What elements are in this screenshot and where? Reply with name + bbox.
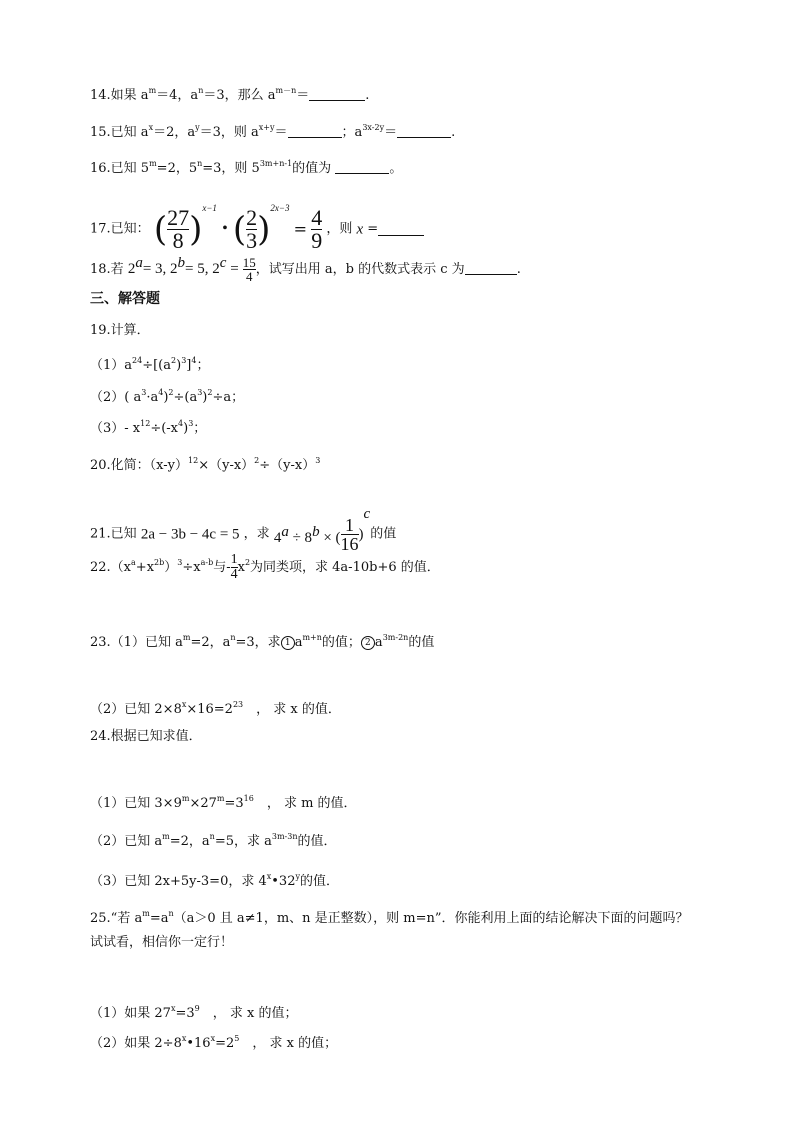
fraction-2-3: $\frac{2}{3}$	[246, 205, 258, 253]
question-24-part-3: （3）已知 2x+5y-3=0，求 4$^x$•32$^y$的值．	[90, 872, 340, 889]
answer-blank[interactable]	[465, 262, 517, 275]
question-19-part-1: $(1)a^{24}\div[(a^2)^3]^4$；	[90, 356, 210, 373]
fraction-1-4: $\frac{1}{4}$	[230, 552, 238, 582]
question-14: 14.如果 $a^m=4$，$a^n=3$，那么 $a^{m-n}=$ .	[90, 86, 370, 103]
question-19-title: 19.计算．	[90, 323, 150, 338]
question-23-part-1: 23.（1）已知 $a^m=2$，$a^n=3$，求 1 $a^{m+n}$的值； 2 $a^{3m-2n}$的值	[90, 633, 435, 650]
question-18: 18.若 2a= 3, 2b= 5, 2c = $\frac{15}{4}$ ，试写出用 a，b 的代数式表示 c 为 .	[90, 255, 521, 284]
question-22: $22.(x^a+x^{2b})^3\div x^{a-b}$与- $\frac{1}{4}$ $x^2$为同类项，求 4a-10b+6 的值．	[90, 552, 440, 582]
circled-number-1: 1	[281, 636, 295, 650]
circled-number-2: 2	[361, 636, 375, 650]
question-23-part-2: （2）已知 $2\times 8^x\times 16=2^{23}$ ， 求 x 的值．	[90, 700, 341, 717]
question-24-title: 24.根据已知求值．	[90, 729, 202, 744]
fraction-1-16: $\frac{1}{16}$	[340, 515, 359, 554]
answer-blank[interactable]	[335, 161, 389, 174]
section-heading: 三、解答题	[90, 291, 160, 307]
question-16: 16.已知 $5^m=2$，$5^n=3$，则 $5^{3m+n-1}$的值为 。	[90, 159, 403, 176]
question-19-part-3: （3）- $x^{12}\div(-x^4)^3$；	[90, 419, 207, 436]
question-20: 20.化简：$(x-y)^{12}\times(y-x)^2\div(y-x)^3$	[90, 456, 321, 473]
fraction-15-4: $\frac{15}{4}$	[242, 255, 256, 284]
question-25-part-2: （2）如果 $2\div 8^x•16^x=2^5$ ， 求 x 的值；	[90, 1034, 338, 1051]
question-21: 21.已知 2a − 3b − 4c = 5 ，求 4a ÷ 8b × ( $\frac{1}{16}$ )c的值	[90, 506, 397, 554]
answer-blank[interactable]	[378, 223, 424, 236]
question-24-part-2: （2）已知 $a^m=2$，$a^n=5$，求 $a^{3m-3n}$的值．	[90, 832, 337, 849]
question-15: 15.已知 $a^x=2$，$a^y=3$，则 $a^{x+y}=$ ；$a^{3x-2y}=$ .	[90, 123, 456, 140]
fraction-27-8: $\frac{27}{8}$	[167, 205, 190, 253]
answer-blank[interactable]	[309, 88, 365, 101]
question-25-encouragement: 试试看，相信你一定行！	[90, 935, 234, 950]
answer-blank[interactable]	[397, 125, 451, 138]
question-17: 17.已知： ( $\frac{27}{8}$ )$^{x-1}$ • ( $\frac{2}{3}$ )$^{2x-3}$ = $\frac{4}{9}$ ，则 x =	[90, 188, 424, 252]
question-24-part-1: （1）已知 $3\times 9^m\times 27^m=3^{16}$ ， 求 m 的值．	[90, 794, 357, 811]
answer-blank[interactable]	[288, 125, 342, 138]
question-19-part-2: （2）( $a^3\cdot a^4)^2\div(a^3)^2\div a$；	[90, 388, 245, 405]
question-25-part-1: （1）如果 $27^x=3^9$ ， 求 x 的值；	[90, 1004, 298, 1021]
question-25-intro: 25.“若 $a^m=a^n(a>0$ 且 a≠1，m、n 是正整数），则 m=n”．你能利用上面的结论解决下面的问题吗？	[90, 909, 689, 926]
fraction-4-9: $\frac{4}{9}$	[311, 205, 323, 253]
